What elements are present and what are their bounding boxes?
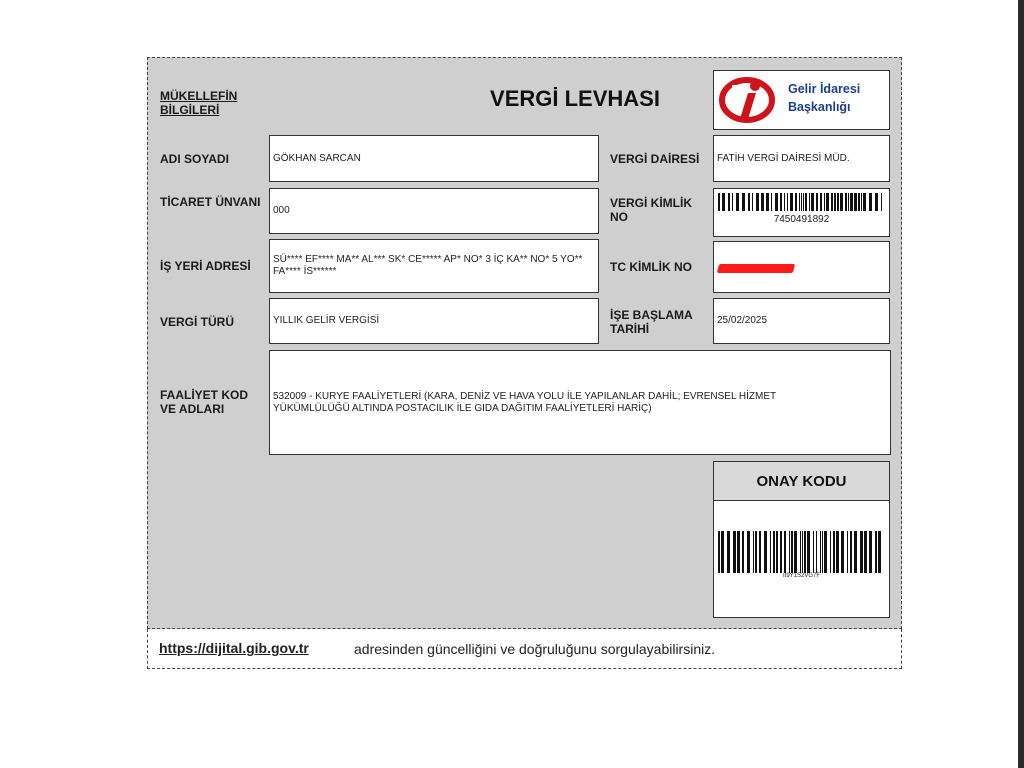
barcode-bar	[733, 531, 736, 573]
barcode-bar	[794, 531, 797, 573]
barcode-bar	[787, 193, 788, 211]
barcode-bar	[816, 193, 818, 211]
faaliyet-label	[160, 388, 248, 416]
barcode-bar	[858, 193, 860, 211]
barcode-bar	[773, 531, 775, 573]
barcode-bar	[807, 531, 810, 573]
barcode-bar	[755, 531, 757, 573]
barcode-bar	[837, 193, 839, 211]
barcode-bar	[841, 531, 844, 573]
barcode-bar	[875, 531, 877, 573]
barcode-bar	[850, 193, 853, 211]
vergi-kimlik-no-field	[713, 188, 890, 237]
barcode-bar	[742, 531, 744, 573]
gib-logo-icon	[718, 75, 780, 125]
barcode-bar	[840, 193, 843, 211]
ise-baslama-label	[610, 308, 693, 336]
barcode-bar	[820, 531, 821, 573]
barcode-bar	[824, 531, 827, 573]
onay-barcode	[718, 531, 886, 573]
barcode-bar	[780, 193, 782, 211]
vergi-kimlik-no-label-line1: VERGİ KİMLİK	[610, 196, 693, 210]
taxpayer-info-heading-line2: BİLGİLERİ	[160, 103, 220, 117]
is-yeri-adresi-field	[269, 239, 599, 293]
barcode-bar	[718, 193, 720, 211]
barcode-bar	[753, 531, 754, 573]
faaliyet-label-line1: FAALİYET KOD	[160, 388, 249, 402]
faaliyet-label-line2: VE ADLARI	[160, 402, 225, 416]
barcode-bar	[737, 531, 740, 573]
vkn-number: 7450491892	[773, 214, 830, 225]
barcode-bar	[809, 193, 810, 211]
barcode-bar	[759, 531, 761, 573]
adi-soyadi-value: GÖKHAN SARCAN	[273, 152, 361, 164]
onay-kodu-heading: ONAY KODU	[713, 461, 890, 501]
barcode-bar	[752, 193, 753, 211]
vergi-dairesi-field	[713, 135, 890, 182]
ise-baslama-label-line2: TARİHİ	[610, 322, 650, 336]
barcode-bar	[845, 193, 847, 211]
barcode-bar	[875, 193, 878, 211]
adi-soyadi-label: ADI SOYADI	[160, 152, 229, 166]
verification-footer	[147, 629, 902, 669]
barcode-bar	[813, 531, 814, 573]
adi-soyadi-field	[269, 135, 599, 182]
barcode-bar	[776, 531, 778, 573]
barcode-bar	[780, 531, 782, 573]
barcode-bar	[816, 531, 817, 573]
barcode-bar	[869, 193, 872, 211]
barcode-bar	[802, 531, 803, 573]
barcode-bar	[736, 193, 739, 211]
vergi-kimlik-no-label	[610, 196, 692, 224]
vergi-turu-field	[269, 298, 599, 344]
faaliyet-value: 532009 - KURYE FAALİYETLERİ (KARA, DENİZ VE HAVA YOLU İLE YAPILANLAR DAHİL; EVRENSEL HİZMET YÜKÜMLÜLÜĞÜ ALTINDA POSTACILIK İLE GIDA DAĞITIM FAALİYETLERİ HARİÇ)	[273, 390, 776, 414]
barcode-bar	[826, 193, 829, 211]
ise-baslama-label-line1: İŞE BAŞLAMA	[610, 308, 693, 322]
is-yeri-adresi-value: SÜ**** EF**** MA** AL*** SK* CE***** AP* NO* 3 İÇ KA** NO* 5 YO** FA**** İS******	[273, 254, 583, 277]
barcode-bar	[864, 531, 867, 573]
ise-baslama-field	[713, 298, 890, 344]
barcode-bar	[860, 531, 863, 573]
barcode-bar	[847, 531, 848, 573]
ticaret-unvani-field	[269, 188, 599, 234]
taxpayer-info-heading-line1: MÜKELLEFİN	[160, 89, 238, 103]
gib-logo-line2: Başkanlığı	[788, 100, 851, 114]
barcode-bar	[748, 193, 750, 211]
redaction-mark	[717, 264, 795, 273]
barcode-bar	[836, 531, 839, 573]
ise-baslama-value: 25/02/2025	[717, 315, 768, 326]
barcode-bar	[728, 193, 730, 211]
barcode-bar	[803, 193, 804, 211]
barcode-bar	[775, 193, 778, 211]
barcode-bar	[771, 193, 772, 211]
vergi-kimlik-no-label-line2: NO	[610, 210, 628, 224]
tc-kimlik-no-field	[713, 241, 890, 293]
onay-kodu-box	[713, 500, 890, 618]
barcode-bar	[854, 531, 857, 573]
barcode-bar	[850, 531, 852, 573]
barcode-bar	[833, 531, 835, 573]
window-edge	[1018, 0, 1024, 768]
ticaret-unvani-label: TİCARET ÜNVANI	[160, 195, 261, 209]
taxpayer-info-heading	[160, 89, 237, 117]
barcode-bar	[881, 193, 882, 211]
barcode-bar	[747, 531, 750, 573]
barcode-bar	[784, 531, 786, 573]
gib-logo-text	[788, 80, 860, 116]
vergi-dairesi-value: FATİH VERGİ DAİRESİ MÜD.	[717, 152, 850, 164]
barcode-bar	[764, 531, 767, 573]
barcode-bar	[834, 193, 836, 211]
page-title: VERGİ LEVHASI	[490, 86, 660, 111]
ticaret-unvani-value: 000	[273, 205, 290, 216]
barcode-bar	[761, 193, 764, 211]
is-yeri-adresi-label: İŞ YERİ ADRESİ	[160, 259, 251, 273]
barcode-bar	[831, 193, 833, 211]
barcode-bar	[732, 193, 733, 211]
barcode-bar	[804, 531, 806, 573]
barcode-bar	[820, 193, 822, 211]
barcode-bar	[721, 531, 724, 573]
barcode-bar	[742, 193, 745, 211]
vergi-turu-label: VERGİ TÜRÜ	[160, 315, 235, 329]
barcode-bar	[861, 193, 862, 211]
barcode-bar	[766, 193, 769, 211]
barcode-bar	[848, 193, 849, 211]
barcode-bar	[718, 531, 720, 573]
barcode-bar	[830, 531, 831, 573]
gib-link[interactable]: https://dijital.gib.gov.tr	[159, 640, 309, 656]
onay-code-text: II9Y1S2VG7F	[782, 573, 821, 579]
barcode-bar	[727, 531, 730, 573]
barcode-bar	[722, 193, 725, 211]
gib-logo-line1: Gelir İdaresi	[788, 82, 861, 96]
barcode-bar	[784, 193, 785, 211]
barcode-bar	[756, 193, 759, 211]
vergi-dairesi-label: VERGİ DAİRESİ	[610, 152, 700, 166]
barcode-bar	[789, 531, 790, 573]
tc-kimlik-no-label: TC KİMLİK NO	[610, 260, 692, 274]
barcode-bar	[801, 193, 802, 211]
barcode-bar	[791, 531, 793, 573]
barcode-bar	[824, 193, 825, 211]
barcode-bar	[854, 193, 857, 211]
barcode-bar	[799, 193, 800, 211]
barcode-bar	[800, 531, 801, 573]
barcode-bar	[811, 193, 814, 211]
barcode-bar	[770, 531, 771, 573]
barcode-bar	[869, 531, 872, 573]
vergi-turu-value: YILLIK GELİR VERGİSİ	[273, 315, 380, 326]
faaliyet-field	[269, 350, 891, 455]
footer-note: adresinden güncelliğini ve doğruluğunu sorgulayabilirsiniz.	[354, 641, 716, 657]
tax-certificate	[147, 57, 902, 629]
barcode-bar	[863, 193, 866, 211]
barcode-bar	[878, 531, 881, 573]
barcode-bar	[822, 531, 823, 573]
barcode-bar	[790, 193, 793, 211]
gib-logo	[713, 70, 890, 130]
barcode-bar	[795, 193, 797, 211]
barcode-bar	[805, 193, 807, 211]
